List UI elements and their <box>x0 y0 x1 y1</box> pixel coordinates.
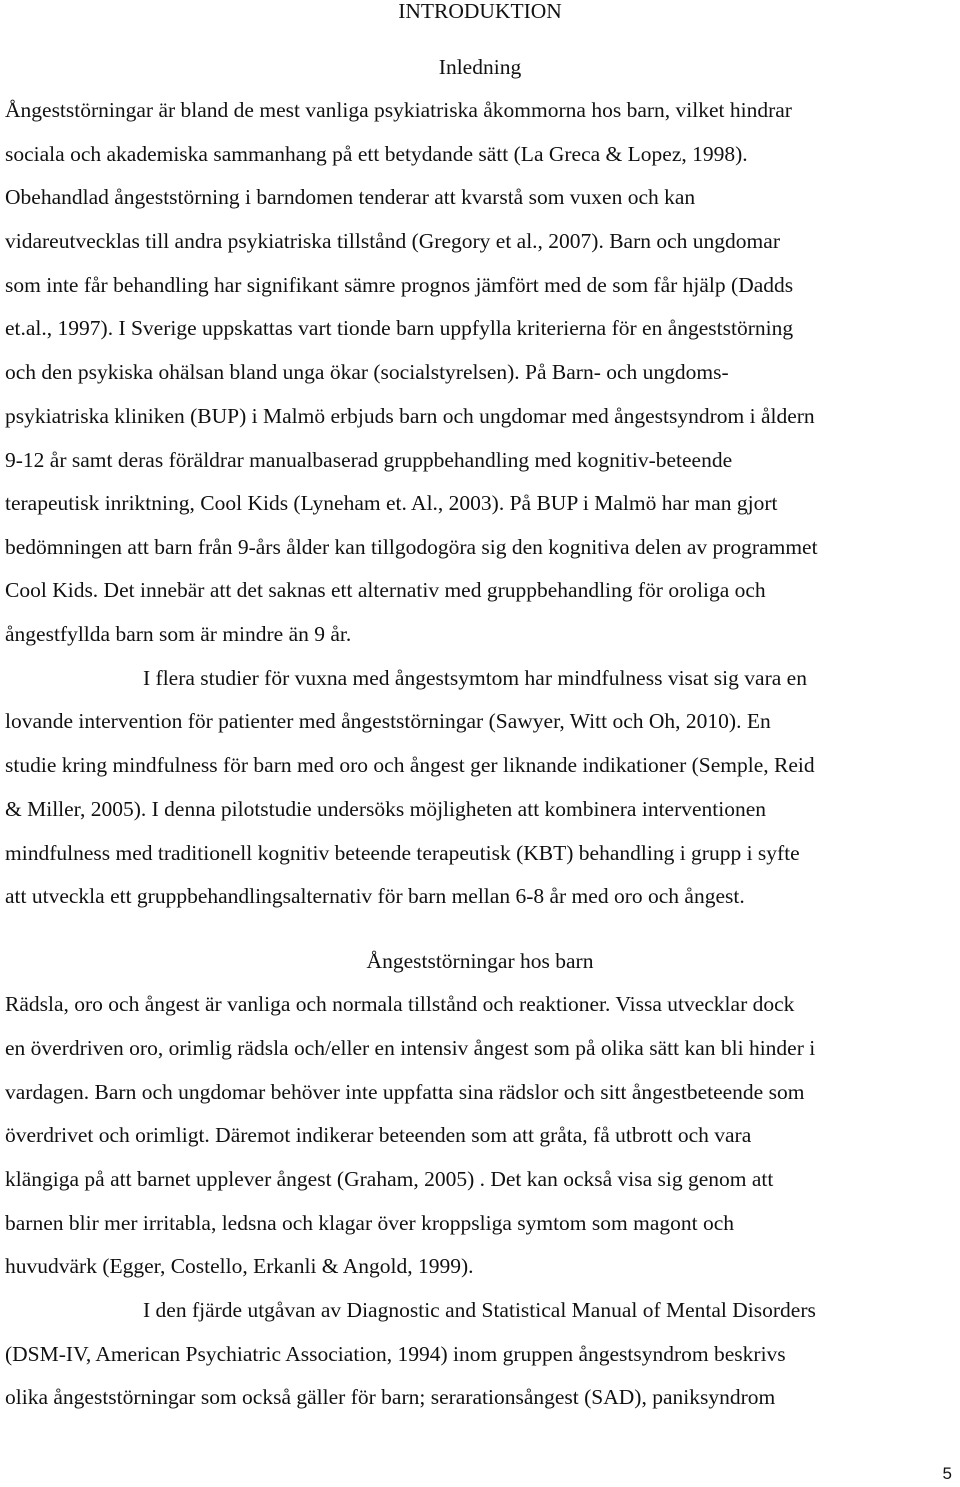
text-line: vidareutvecklas till andra psykiatriska tillstånd (Gregory et al., 2007). Barn och ungdomar <box>5 229 780 253</box>
text-line: & Miller, 2005). I denna pilotstudie undersöks möjligheten att kombinera interventionen <box>5 797 767 821</box>
text-line: huvudvärk (Egger, Costello, Erkanli & Angold, 1999). <box>5 1254 474 1278</box>
text-line: överdrivet och orimligt. Däremot indikerar beteenden som att gråta, få utbrott och vara <box>5 1123 752 1147</box>
text-line: barnen blir mer irritabla, ledsna och klagar över kroppsliga symtom som magont och <box>5 1211 735 1235</box>
text-line: vardagen. Barn och ungdomar behöver inte uppfatta sina rädslor och sitt ångestbeteende som <box>5 1080 805 1104</box>
text-line: som inte får behandling har signifikant sämre prognos jämfört med de som får hjälp (Dadds <box>5 273 794 297</box>
text-line: (DSM-IV, American Psychiatric Association, 1994) inom gruppen ångestsyndrom beskrivs <box>5 1342 786 1366</box>
text-line: lovande intervention för patienter med ångeststörningar (Sawyer, Witt och Oh, 2010). En <box>5 709 771 733</box>
text-line: bedömningen att barn från 9-års ålder kan tillgodogöra sig den kognitiva delen av programmet <box>5 535 818 559</box>
text-line: Rädsla, oro och ångest är vanliga och normala tillstånd och reaktioner. Vissa utvecklar dock <box>5 992 795 1016</box>
text-line: och den psykiska ohälsan bland unga ökar (socialstyrelsen). På Barn- och ungdoms- <box>5 360 729 384</box>
text-line: Cool Kids. Det innebär att det saknas ett alternativ med gruppbehandling för oroliga och <box>5 578 766 602</box>
section-heading-angeststorningar: Ångeststörningar hos barn <box>366 949 594 973</box>
text-line: studie kring mindfulness för barn med oro och ångest ger liknande indikationer (Semple, Reid <box>5 753 815 777</box>
text-line-indented: I den fjärde utgåvan av Diagnostic and Statistical Manual of Mental Disorders <box>143 1298 816 1322</box>
text-line: klängiga på att barnet upplever ångest (Graham, 2005) . Det kan också visa sig genom att <box>5 1167 774 1191</box>
text-line: sociala och akademiska sammanhang på ett betydande sätt (La Greca & Lopez, 1998). <box>5 142 748 166</box>
text-line: mindfulness med traditionell kognitiv beteende terapeutisk (KBT) behandling i grupp i syfte <box>5 841 800 865</box>
document-title: INTRODUKTION <box>398 0 562 23</box>
text-line: psykiatriska kliniken (BUP) i Malmö erbjuds barn och ungdomar med ångestsyndrom i åldern <box>5 404 815 428</box>
text-line-indented: I flera studier för vuxna med ångestsymtom har mindfulness visat sig vara en <box>143 666 807 690</box>
text-line: 9-12 år samt deras föräldrar manualbaserad gruppbehandling med kognitiv-beteende <box>5 448 733 472</box>
page-number: 5 <box>942 1464 952 1483</box>
text-line: att utveckla ett gruppbehandlingsalternativ för barn mellan 6-8 år med oro och ångest. <box>5 884 745 908</box>
text-line: en överdriven oro, orimlig rädsla och/eller en intensiv ångest som på olika sätt kan bli hinder i <box>5 1036 816 1060</box>
text-line: Obehandlad ångeststörning i barndomen tenderar att kvarstå som vuxen och kan <box>5 185 696 209</box>
text-line: ångestfyllda barn som är mindre än 9 år. <box>5 622 352 646</box>
text-line: olika ångeststörningar som också gäller för barn; serarationsångest (SAD), paniksyndrom <box>5 1385 776 1409</box>
text-line: Ångeststörningar är bland de mest vanliga psykiatriska åkommorna hos barn, vilket hindrar <box>5 98 792 122</box>
text-line: terapeutisk inriktning, Cool Kids (Lyneham et. Al., 2003). På BUP i Malmö har man gjort <box>5 491 778 515</box>
section-heading-inledning: Inledning <box>438 55 522 79</box>
text-line: et.al., 1997). I Sverige uppskattas vart tionde barn uppfylla kriterierna för en ångeststörning <box>5 316 794 340</box>
